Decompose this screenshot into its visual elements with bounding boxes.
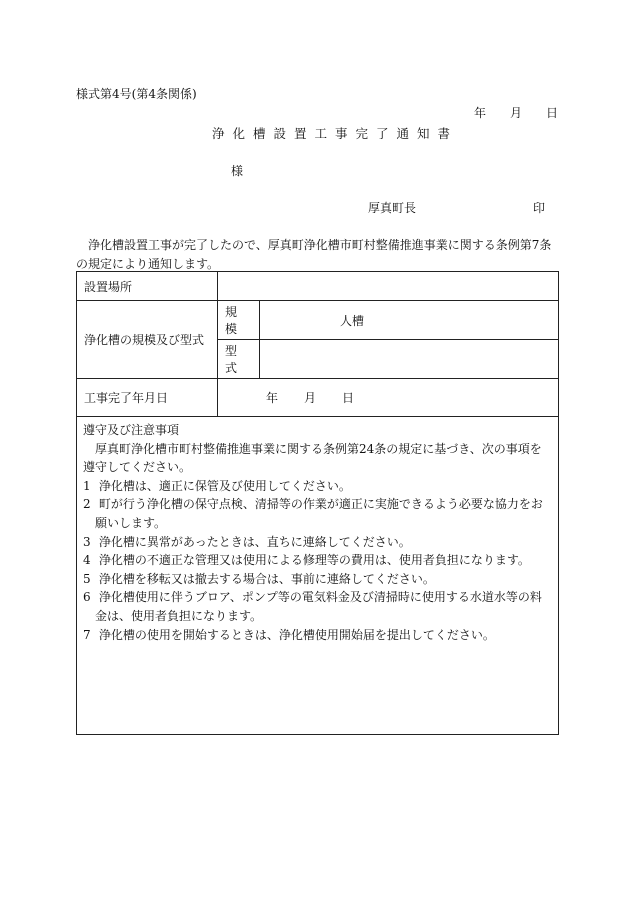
notes-heading: 遵守及び注意事項 (83, 423, 180, 437)
notification-body: 浄化槽設置工事が完了したので、厚真町浄化槽市町村整備推進事業に関する条例第7条の規定により通知します。 (76, 238, 552, 271)
note-text: 浄化槽は、適正に保管及び使用してください。 (98, 478, 351, 493)
note-item-5 (83, 570, 552, 589)
date-day-label: 日 (546, 106, 559, 120)
note-number: 2 (83, 497, 91, 512)
scale-unit: 人槽 (260, 301, 559, 340)
note-item-3 (83, 533, 552, 552)
note-text: 浄化槽の不適正な管理又は使用による修理等の費用は、使用者負担になります。 (98, 553, 530, 568)
completion-row (77, 379, 559, 417)
notes-row (77, 417, 559, 735)
scale-label: 規模 (218, 301, 260, 340)
location-label: 設置場所 (77, 272, 218, 301)
addressee-suffix: 様 (231, 164, 244, 178)
note-number: 3 (83, 534, 91, 549)
location-row (77, 272, 559, 301)
note-item-6 (83, 588, 552, 625)
spec-label: 浄化槽の規模及び型式 (77, 301, 218, 379)
form-number: 様式第4号(第4条関係) (76, 87, 197, 101)
note-item-7 (83, 626, 552, 645)
note-text: 浄化槽に異常があったときは、直ちに連絡してください。 (98, 534, 411, 549)
note-number: 1 (83, 478, 91, 493)
note-item-1 (83, 477, 552, 496)
seal-mark: 印 (533, 201, 546, 215)
completion-month: 月 (304, 391, 317, 405)
date-line (474, 104, 564, 121)
model-label: 型式 (218, 340, 260, 379)
location-value (218, 272, 559, 301)
note-text: 浄化槽の使用を開始するときは、浄化槽使用開始届を提出してください。 (98, 627, 495, 642)
note-number: 7 (83, 627, 91, 642)
scale-row (77, 301, 559, 340)
note-item-2 (83, 495, 552, 532)
note-text: 町が行う浄化槽の保守点検、清掃等の作業が適正に実施できるよう必要な協力をお願いします。 (95, 497, 543, 530)
notes-cell (77, 417, 559, 735)
document-title: 浄化槽設置工事完了通知書 (212, 126, 459, 141)
note-text: 浄化槽使用に伴うブロア、ポンプ等の電気料金及び清掃時に使用する水道水等の料金は、使用者負担になります。 (95, 590, 542, 623)
model-value (260, 340, 559, 379)
completion-day: 日 (342, 391, 355, 405)
note-number: 5 (83, 571, 91, 586)
date-year-label: 年 (474, 106, 487, 120)
date-month-label: 月 (510, 106, 523, 120)
issuer-name: 厚真町長 (368, 201, 417, 215)
notification-table (76, 271, 559, 735)
note-item-4 (83, 551, 552, 570)
note-number: 4 (83, 553, 91, 568)
completion-label: 工事完了年月日 (77, 379, 218, 417)
completion-date (218, 379, 559, 417)
note-text: 浄化槽を移転又は撤去する場合は、事前に連絡してください。 (98, 571, 435, 586)
note-number: 6 (83, 590, 91, 605)
completion-year: 年 (266, 391, 279, 405)
notes-intro: 厚真町浄化槽市町村整備推進事業に関する条例第24条の規定に基づき、次の事項を遵守してください。 (83, 441, 542, 475)
